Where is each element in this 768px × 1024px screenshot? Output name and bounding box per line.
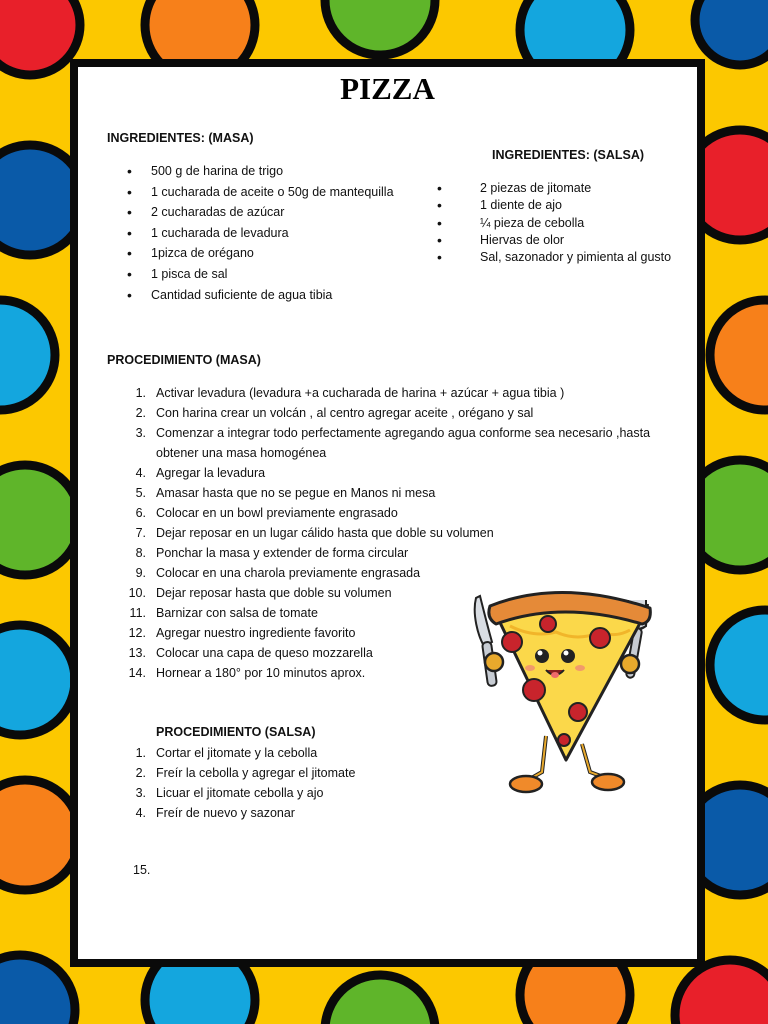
list-item: • Cantidad suficiente de agua tibia (107, 285, 437, 306)
polka-dot (0, 300, 55, 410)
step-number: 6. (135, 506, 146, 520)
step-item (108, 523, 668, 543)
step-text: Agregar nuestro ingrediente favorito (156, 626, 356, 640)
list-item: • 1 pisca de sal (107, 264, 437, 285)
step-number: 9. (135, 566, 146, 580)
polka-dot (0, 0, 80, 75)
step-text: Comenzar a integrar todo perfectamente agregando agua conforme sea necesario ,hasta obtener una masa homogénea (156, 426, 651, 460)
polka-dot (325, 0, 435, 55)
step-number: 4. (135, 466, 146, 480)
step-item (108, 483, 668, 503)
recipe-page (70, 59, 705, 967)
list-item: • Sal, sazonador y pimienta al gusto (437, 249, 697, 266)
polka-dot (675, 960, 768, 1024)
step-item (108, 383, 668, 403)
step-text: Amasar hasta que no se pegue en Manos ni mesa (156, 486, 436, 500)
step-text: Agregar la levadura (156, 466, 266, 480)
step-text: Colocar una capa de queso mozzarella (156, 646, 373, 660)
step-text: Activar levadura (levadura +a cucharada de harina + azúcar + agua tibia ) (156, 386, 565, 400)
step-item (108, 503, 668, 523)
step-number: 1. (135, 386, 146, 400)
list-item: • ¼ pieza de cebolla (437, 215, 697, 232)
list-item: • 1 diente de ajo (437, 197, 697, 214)
step-text: Colocar en una charola previamente engrasada (156, 566, 421, 580)
step-number: 1. (135, 746, 146, 760)
step-text: Freír de nuevo y sazonar (156, 806, 295, 820)
polka-dot (325, 975, 435, 1024)
ingredientes-masa-list (107, 161, 437, 305)
procedimiento-masa-heading: PROCEDIMIENTO (MASA) (107, 353, 261, 367)
page-title: PIZZA (340, 71, 435, 106)
step-number: 2. (135, 406, 146, 420)
step-text: Dejar reposar en un lugar cálido hasta que doble su volumen (156, 526, 494, 540)
list-item: • 500 g de harina de trigo (107, 161, 437, 182)
step-text: Colocar en un bowl previamente engrasado (156, 506, 398, 520)
ingredientes-masa-heading: INGREDIENTES: (MASA) (107, 131, 254, 145)
step-number: 11. (129, 606, 146, 620)
list-item: • 1pizca de orégano (107, 243, 437, 264)
step-text: Cortar el jitomate y la cebolla (156, 746, 318, 760)
ingredientes-salsa-heading: INGREDIENTES: (SALSA) (492, 148, 645, 162)
step-number: 12. (128, 626, 146, 640)
step-item (108, 463, 668, 483)
ingredientes-salsa-list (437, 180, 697, 266)
step-text: Freír la cebolla y agregar el jitomate (156, 766, 356, 780)
list-item: • 1 cucharada de aceite o 50g de mantequilla (107, 182, 437, 203)
step-number: 7. (135, 526, 146, 540)
step-text: Con harina crear un volcán , al centro agregar aceite , orégano y sal (156, 406, 534, 420)
list-item: • 2 piezas de jitomate (437, 180, 697, 197)
polka-dot (0, 780, 80, 890)
step-text: Ponchar la masa y extender de forma circular (156, 546, 409, 560)
trailing-list-number: 15. (133, 863, 151, 877)
step-number: 2. (135, 766, 146, 780)
step-text: Licuar el jitomate cebolla y ajo (156, 786, 324, 800)
polka-dot (0, 955, 75, 1024)
pizza-mascot-illustration (470, 576, 656, 802)
step-item (108, 803, 668, 823)
step-item (108, 403, 668, 423)
polka-dot (0, 625, 75, 735)
step-number: 5. (135, 486, 146, 500)
step-number: 10. (128, 586, 146, 600)
step-text: Hornear a 180° por 10 minutos aprox. (156, 666, 366, 680)
step-number: 3. (135, 426, 146, 440)
polka-dot (710, 300, 768, 410)
step-number: 13. (128, 646, 146, 660)
step-number: 3. (135, 786, 146, 800)
step-text: Barnizar con salsa de tomate (156, 606, 318, 620)
step-item (108, 423, 668, 463)
step-text: Dejar reposar hasta que doble su volumen (156, 586, 392, 600)
list-item: • 2 cucharadas de azúcar (107, 202, 437, 223)
step-number: 4. (135, 806, 146, 820)
list-item: • Hiervas de olor (437, 232, 697, 249)
polka-dot (695, 0, 768, 65)
step-item (108, 543, 668, 563)
procedimiento-salsa-heading: PROCEDIMIENTO (SALSA) (156, 725, 316, 739)
polka-dot (0, 465, 80, 575)
polka-dot (710, 610, 768, 720)
step-number: 8. (135, 546, 146, 560)
step-number: 14. (128, 666, 146, 680)
list-item: • 1 cucharada de levadura (107, 223, 437, 244)
